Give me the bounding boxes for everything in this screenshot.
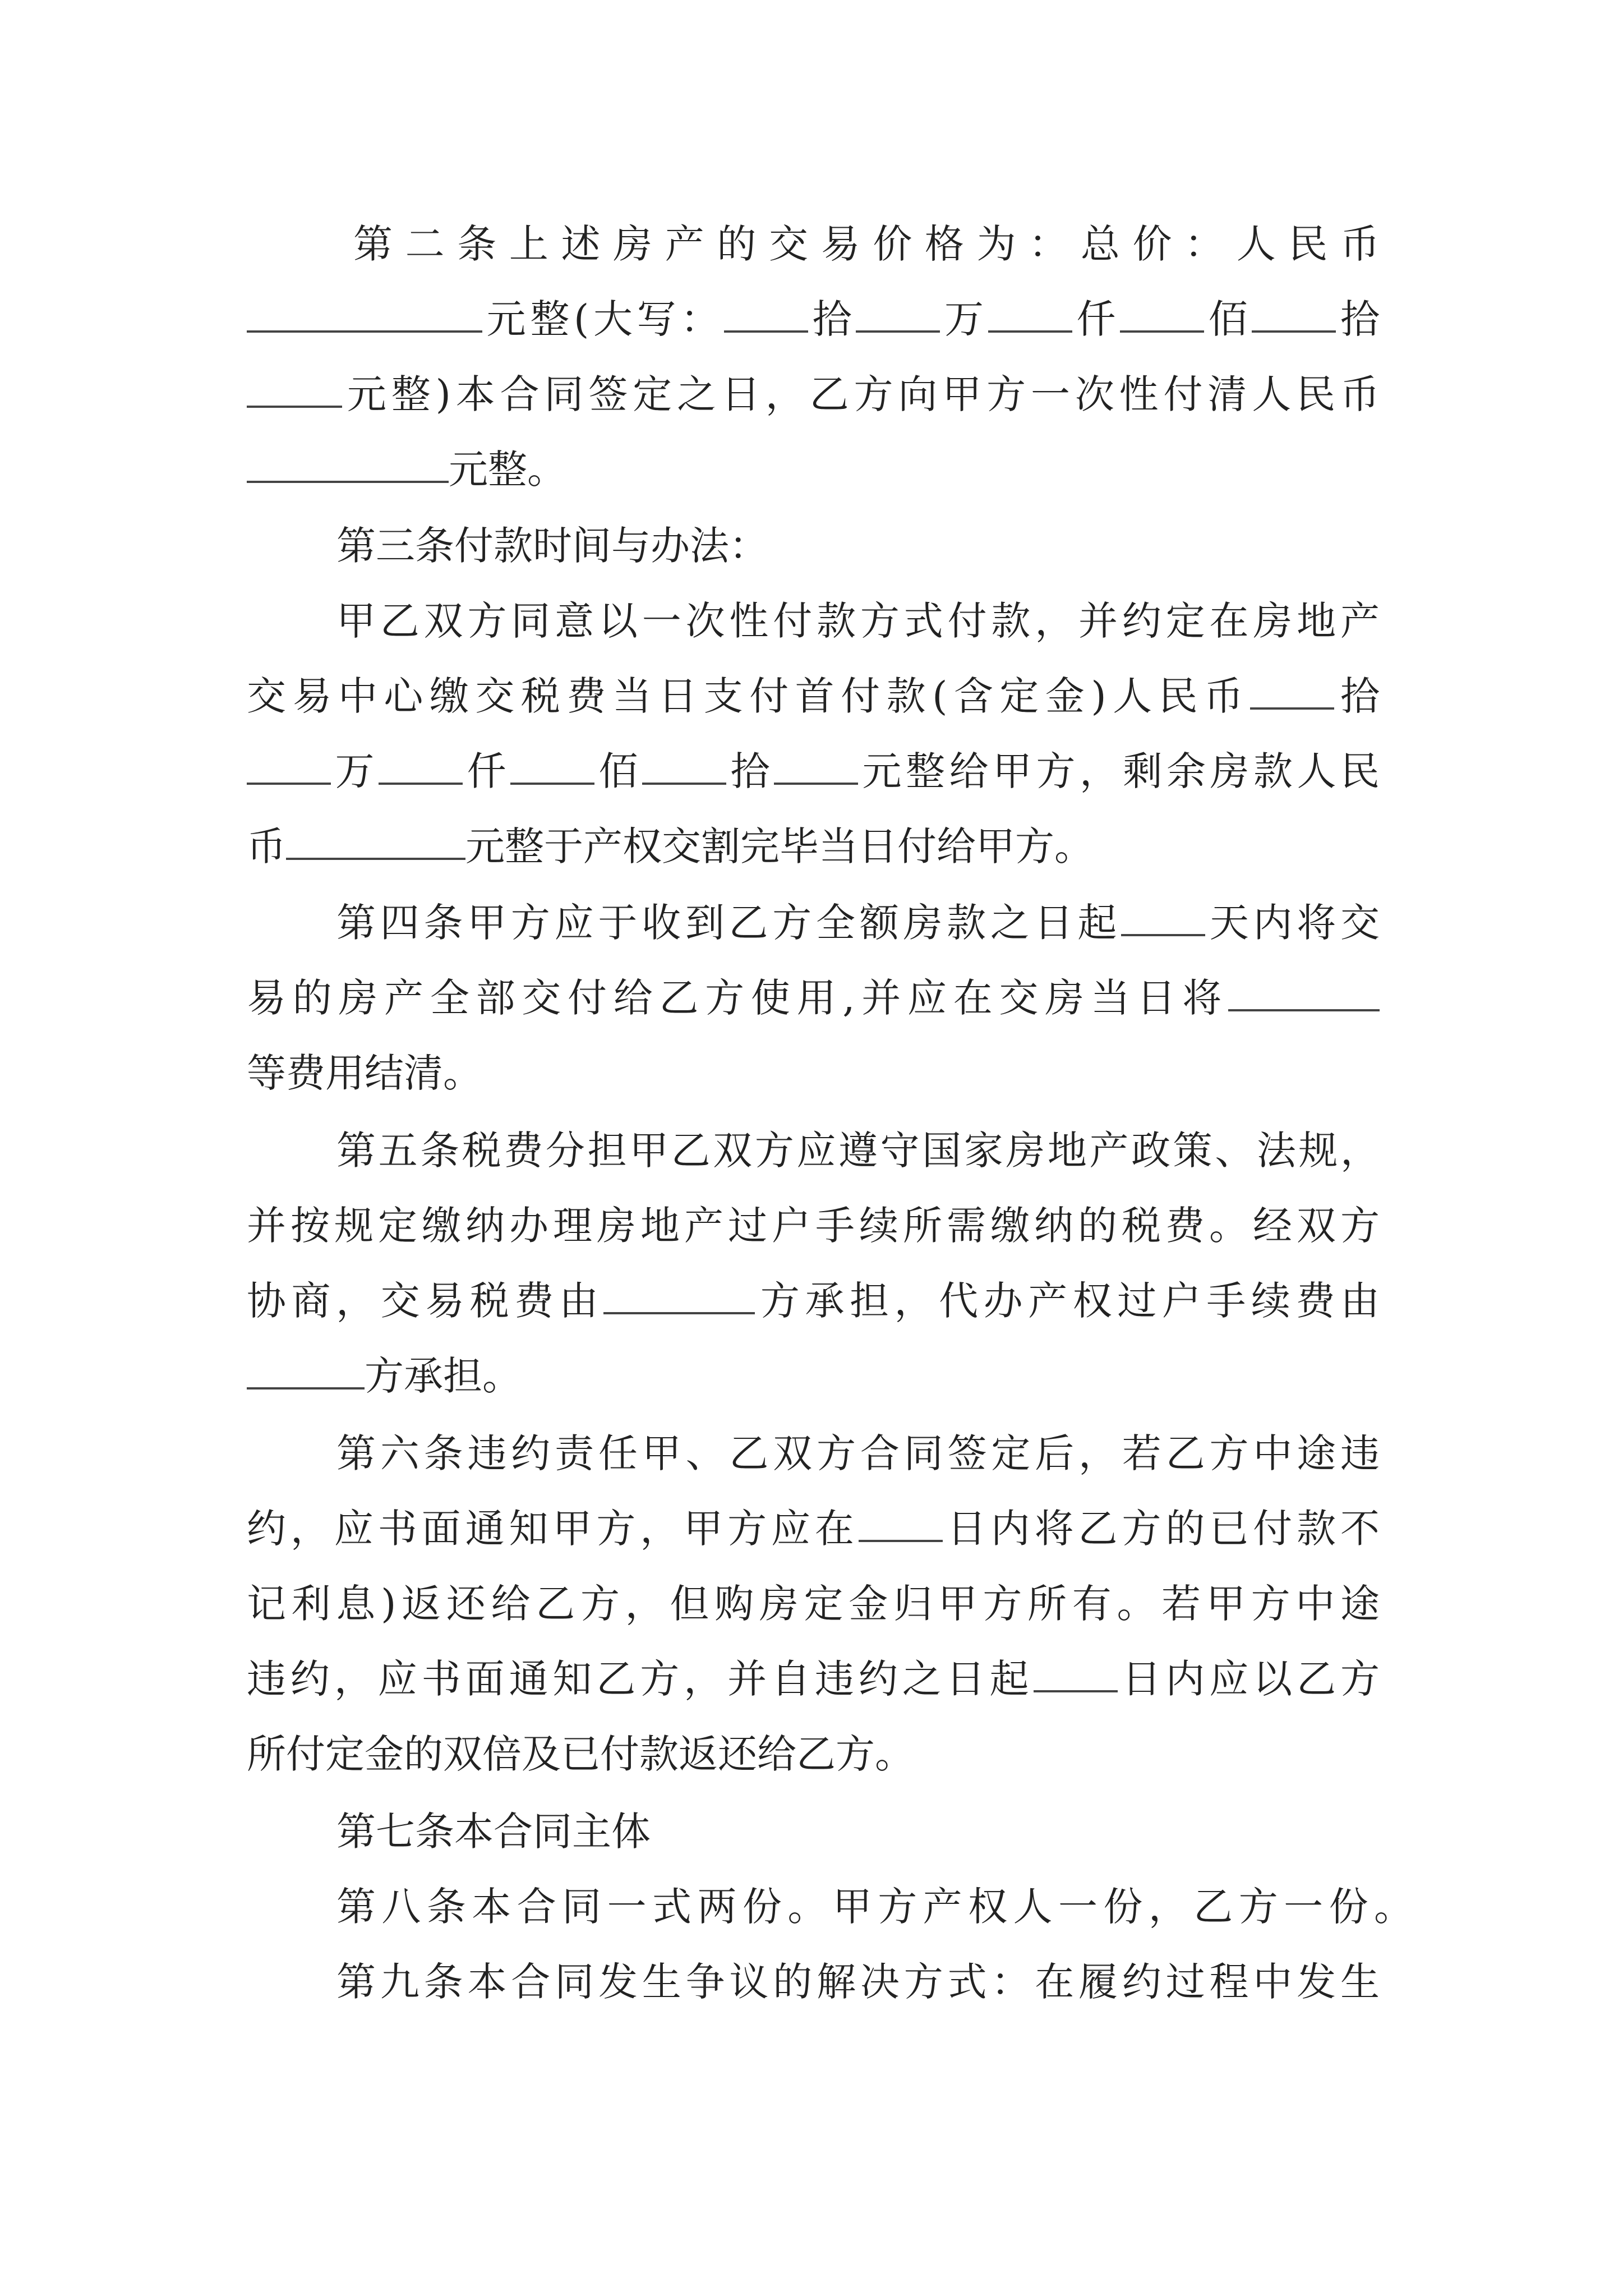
text-line: 币 元整于产权交割完毕当日付给甲方。 — [247, 823, 1094, 869]
text-line: 第七条本合同主体 — [336, 1809, 651, 1855]
blank-field[interactable] — [1250, 677, 1334, 710]
text-line: 第九条本合同发生争议的解决方式：在履约过程中发生 — [336, 1959, 1380, 2005]
blank-field[interactable] — [1034, 1659, 1118, 1692]
blank-field[interactable] — [379, 752, 463, 785]
text-line: 并按规定缴纳办理房地产过户手续所需缴纳的税费。经双方 — [247, 1203, 1380, 1249]
blank-field[interactable] — [247, 450, 449, 483]
blank-field[interactable] — [247, 1356, 365, 1389]
blank-field[interactable] — [1252, 300, 1336, 333]
blank-field[interactable] — [247, 300, 482, 333]
text-line: 约，应书面通知甲方，甲方应在 日内将乙方的已付款不 — [247, 1506, 1380, 1552]
text-line: 第三条付款时间与办法： — [336, 523, 768, 569]
text-line: 元整)本合同签定之日，乙方向甲方一次性付清人民币 — [247, 364, 1380, 425]
text-line: 协商，交易税费由 方承担，代办产权过户手续费由 — [247, 1278, 1380, 1324]
text-line: 元整(大写： 拾 万 仟 佰 拾 — [247, 288, 1380, 350]
text-line: 等费用结清。 — [247, 1050, 482, 1096]
text-line: 交易中心缴交税费当日支付首付款(含定金)人民币 拾 — [247, 673, 1380, 719]
text-line: 记利息)返还给乙方，但购房定金归甲方所有。若甲方中途 — [247, 1581, 1380, 1627]
blank-field[interactable] — [247, 752, 331, 785]
text-line: 第六条违约责任甲、乙双方合同签定后，若乙方中途违 — [336, 1430, 1380, 1476]
text-line: 第四条甲方应于收到乙方全额房款之日起 天内将交 — [336, 900, 1380, 946]
blank-field[interactable] — [1228, 978, 1380, 1011]
blank-field[interactable] — [774, 752, 858, 785]
blank-field[interactable] — [642, 752, 726, 785]
blank-field[interactable] — [856, 300, 940, 333]
text-line: 易的房产全部交付给乙方使用,并应在交房当日将 — [247, 967, 1380, 1029]
blank-field[interactable] — [247, 375, 342, 408]
text-line: 第八条本合同一式两份。甲方产权人一份，乙方一份。 — [336, 1884, 1413, 1930]
blank-field[interactable] — [510, 752, 594, 785]
text-line: 所付定金的双倍及已付款返还给乙方。 — [247, 1731, 914, 1777]
blank-field[interactable] — [1121, 903, 1205, 936]
text-line: 违约，应书面通知乙方，并自违约之日起 日内应以乙方 — [247, 1656, 1380, 1702]
text-line: 方承担。 — [247, 1345, 1380, 1407]
blank-field[interactable] — [1120, 300, 1204, 333]
text-line: 万 仟 佰 拾 元整给甲方，剩余房款人民 — [247, 740, 1380, 802]
text-line: 第二条上述房产的交易价格为：总价：人民币 — [353, 221, 1380, 267]
text-line: 第五条税费分担甲乙双方应遵守国家房地产政策、法规， — [336, 1128, 1380, 1174]
blank-field[interactable] — [603, 1281, 755, 1314]
blank-field[interactable] — [988, 300, 1072, 333]
blank-field[interactable] — [859, 1509, 943, 1542]
blank-field[interactable] — [286, 827, 465, 860]
text-line: 元整。 — [247, 439, 1380, 500]
blank-field[interactable] — [724, 300, 808, 333]
text-line: 甲乙双方同意以一次性付款方式付款，并约定在房地产 — [336, 598, 1380, 644]
